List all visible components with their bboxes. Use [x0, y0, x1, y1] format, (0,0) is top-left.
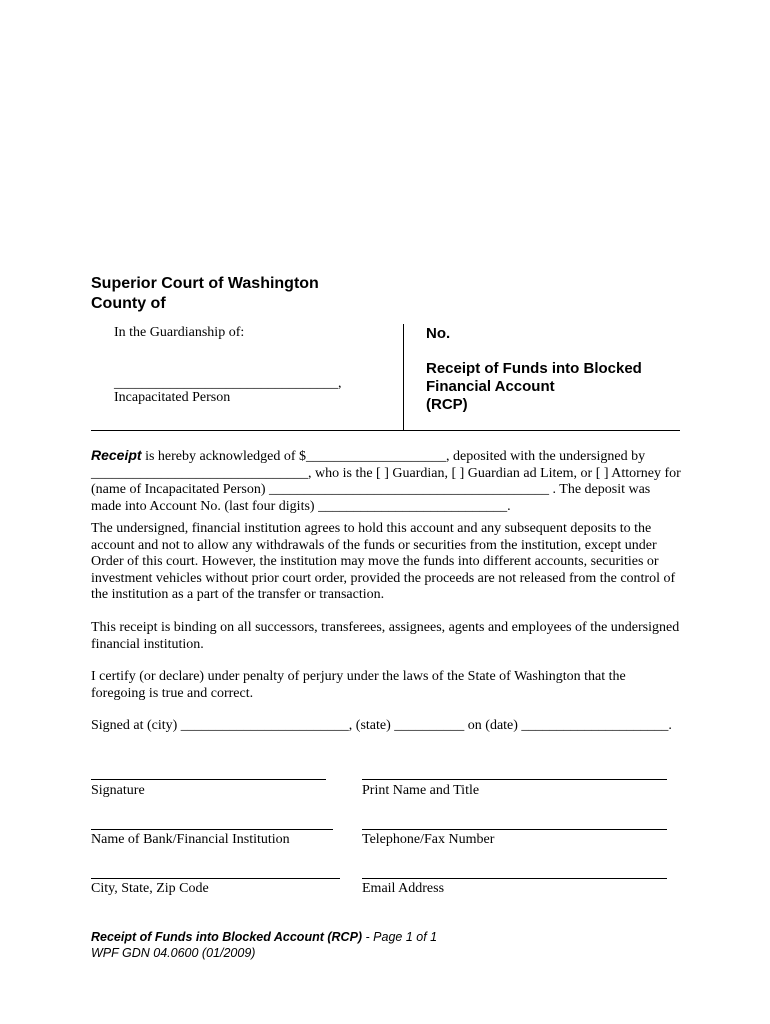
footer-page-info: - Page 1 of 1 [362, 930, 438, 944]
receipt-label: Receipt [91, 447, 142, 463]
binding-paragraph [91, 620, 681, 653]
incapacitated-person-label: Incapacitated Person [114, 390, 231, 405]
case-number-label: No. [426, 325, 451, 342]
county-label: County of [91, 295, 166, 312]
title-line-1: Receipt of Funds into Blocked [426, 360, 642, 377]
print-name-label: Print Name and Title [362, 783, 480, 798]
signed-at-text[interactable]: Signed at (city) ________________________, (state) __________ on (date) _____________________. [91, 718, 672, 733]
certification-paragraph [91, 669, 681, 702]
institution-agreement-paragraph [91, 521, 681, 604]
telephone-line[interactable] [362, 829, 667, 830]
email-line[interactable] [362, 878, 667, 879]
receipt-text: is hereby acknowledged of $____________________, deposited with the undersigned by _______________________________, who is the [ ] Guardian, [ ] Guardian ad Litem, or [ ] Attorney for (name of Incapacitated Person) ________________________________________ . The deposit was made into Account No. (last four digits) ___________________________. [91, 449, 681, 514]
title-line-3: (RCP) [426, 396, 468, 413]
signature-label: Signature [91, 783, 145, 798]
city-state-zip-label: City, State, Zip Code [91, 881, 209, 896]
caption-horizontal-rule [91, 430, 680, 431]
caption-vertical-divider [403, 324, 404, 431]
footer-form-code: WPF GDN 04.0600 (01/2009) [91, 946, 256, 960]
bank-name-label: Name of Bank/Financial Institution [91, 832, 290, 847]
city-state-zip-line[interactable] [91, 878, 340, 879]
telephone-label: Telephone/Fax Number [362, 832, 495, 847]
title-line-2: Financial Account [426, 378, 555, 395]
signed-at-line [91, 718, 681, 735]
agreement-text: The undersigned, financial institution agrees to hold this account and any subsequent deposits to the account and not to allow any withdrawals of the funds or securities from the institution, except under Order of this court. However, the institution may move the funds into different accounts, securities or investment vehicles without prior court order, provided the proceeds are not released from the control of the institution as a part of the transfer or transaction. [91, 521, 676, 602]
email-label: Email Address [362, 881, 445, 896]
guardianship-label: In the Guardianship of: [114, 325, 245, 340]
bank-name-line[interactable] [91, 829, 333, 830]
court-name: Superior Court of Washington [91, 275, 319, 292]
certification-text: I certify (or declare) under penalty of perjury under the laws of the State of Washington that the foregoing is true and correct. [91, 669, 626, 701]
binding-text: This receipt is binding on all successors, transferees, assignees, agents and employees of the undersigned financial institution. [91, 620, 680, 652]
court-heading [91, 274, 319, 314]
page-footer [91, 929, 437, 961]
incapacitated-person-name-field[interactable]: ________________________________, [114, 376, 342, 391]
print-name-line[interactable] [362, 779, 667, 780]
footer-form-title: Receipt of Funds into Blocked Account (RCP) [91, 930, 363, 944]
document-title [426, 360, 642, 414]
signature-line[interactable] [91, 779, 326, 780]
receipt-paragraph [91, 447, 681, 515]
